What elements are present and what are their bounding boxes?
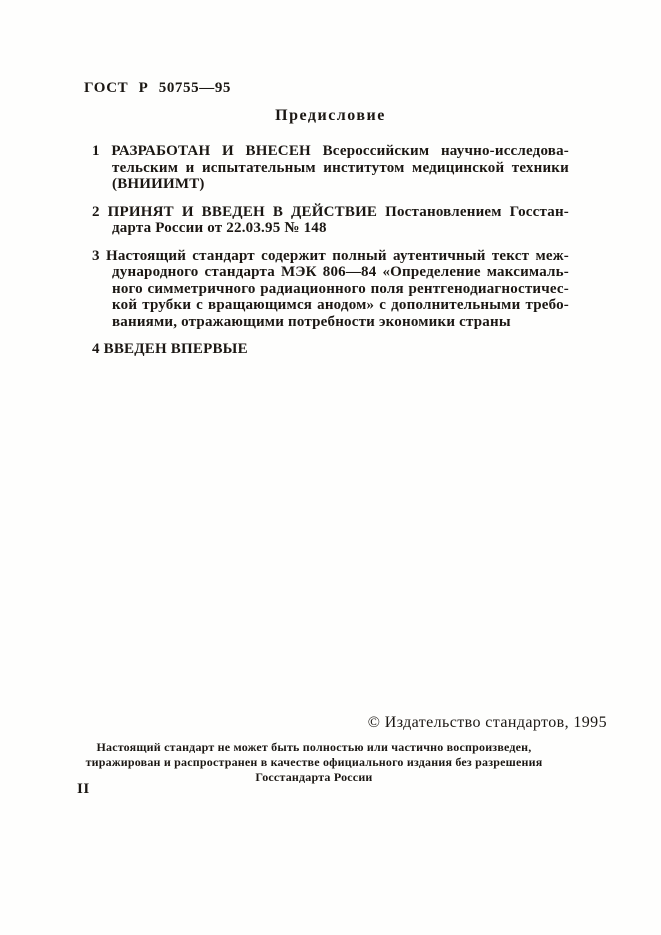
text-line: 1 РАЗРАБОТАН И ВНЕСЕН Всероссийским научно-исследова- [92,143,569,159]
text-line: дународного стандарта МЭК 806—84 «Определение максималь- [112,264,569,280]
text-line: Настоящий стандарт не может быть полностью или частично воспроизведен, [96,740,532,754]
text-line: (ВНИИИМТ) [112,176,205,192]
page-number: II [77,781,90,797]
text-line: дарта России от 22.03.95 № 148 [112,220,327,236]
text-line: ваниями, отражающими потребности экономики страны [112,313,511,330]
text-line: тельским и испытательным институтом медицинской техники [112,159,569,176]
preface-item-4 [92,341,569,358]
text-line: кой трубки с вращающимся анодом» с дополнительными требо- [112,297,569,313]
text-line: ного симметричного радиационного поля рентгенодиагностичес- [112,280,569,297]
copyright-line: © Издательство стандартов, 1995 [367,714,607,731]
page-title: Предисловие [275,107,386,124]
preface-items [92,143,569,358]
text-line: Госстандарта России [255,769,373,784]
preface-item-1 [92,143,569,193]
reproduction-notice [60,740,568,784]
preface-item-2 [92,204,569,237]
text-line: 3 Настоящий стандарт содержит полный аутентичный текст меж- [92,247,569,264]
preface-item-3 [92,248,569,331]
text-line: 4 ВВЕДЕН ВПЕРВЫЕ [92,341,248,357]
text-line: 2 ПРИНЯТ И ВВЕДЕН В ДЕЙСТВИЕ Постановлением Госстан- [92,203,569,220]
text-line: тиражирован и распространен в качестве официального издания без разрешения [85,754,543,769]
document-code: ГОСТ Р 50755—95 [84,80,232,96]
